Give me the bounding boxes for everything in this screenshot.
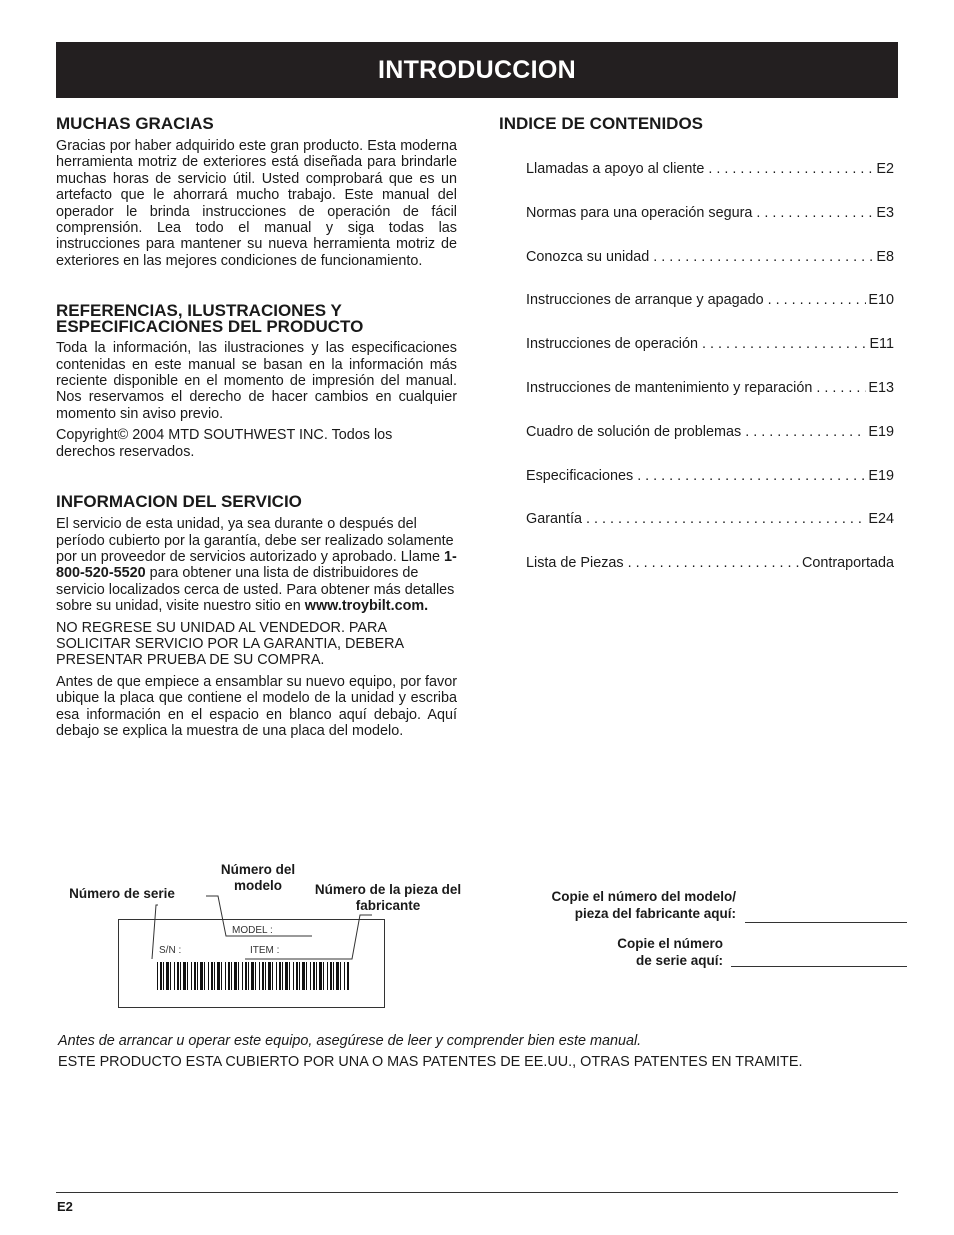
toc-item[interactable] [526, 335, 894, 379]
footer-warning: Antes de arrancar u operar este equipo, asegúrese de leer y comprender bien este manual. [58, 1033, 642, 1049]
toc-leader [628, 554, 800, 572]
toc-item-page: E10 [868, 292, 894, 309]
service-website: www.troybilt.com. [304, 598, 429, 615]
section-body-references: Toda la información, las ilustraciones y las especificaciones contenidas en este manual se basan en la información más reciente disponible en el momento de impresión del manual. Nos reservamos el derecho de hacer cambios en cualquier momento sin aviso previo. [56, 340, 457, 422]
service-phone: 1-800-520-5520 [56, 548, 457, 582]
toc-item-label: Especificaciones [526, 467, 634, 484]
label-serial-number: Número de serie [69, 886, 175, 901]
toc-item-label: Instrucciones de mantenimiento y reparación [526, 379, 813, 396]
copy-serial-label-line1: Copie el número [617, 936, 723, 951]
left-column [56, 112, 457, 739]
service-notice: NO REGRESE SU UNIDAD AL VENDEDOR. PARA SOLICITAR SERVICIO POR LA GARANTIA, DEBERA PRESENTAR PRUEBA DE SU COMPRA. [56, 619, 404, 669]
toc-item[interactable] [526, 248, 894, 292]
toc-item[interactable] [526, 291, 894, 335]
section-body-service [56, 516, 457, 614]
toc-item-page: E8 [876, 248, 894, 265]
section-body-thanks: Gracias por haber adquirido este gran producto. Esta moderna herramienta motriz de exteriores está diseñada para brindarle muchas horas de servicio útil. Usted comprobará que es un artefacto que le ahorrará mucho trabajo. Este manual del operador le brinda instrucciones de operación de fácil comprensión. Lea todo el manual y siga todas las instrucciones para mantener su nueva herramienta motriz de exteriores en las mejores condiciones de funcionamiento. [56, 138, 457, 269]
section-body-plate-intro: Antes de que empiece a ensamblar su nuevo equipo, por favor ubique la placa que contiene el modelo de la unidad y escriba esa información en el espacio en blanco aquí debajo. Aquí debajo se explica la muestra de una placa del modelo. [56, 673, 457, 739]
toc-item[interactable] [526, 160, 894, 204]
toc-item-label: Cuadro de solución de problemas [526, 423, 742, 440]
toc-leader [637, 467, 866, 485]
title-banner [56, 42, 898, 98]
toc-item[interactable] [526, 554, 894, 598]
footer-patent: ESTE PRODUCTO ESTA CUBIERTO POR UNA O MAS PATENTES DE EE.UU., OTRAS PATENTES EN TRAMITE. [58, 1054, 803, 1070]
toc-item-page: Contraportada [801, 555, 894, 572]
toc-item[interactable] [526, 204, 894, 248]
toc-leader [702, 335, 867, 353]
toc-item-page: E19 [868, 423, 894, 440]
toc-item-label: Lista de Piezas [526, 555, 624, 572]
toc-item-label: Instrucciones de arranque y apagado [526, 292, 764, 309]
toc-item-label: Normas para una operación segura [526, 204, 753, 221]
toc-item-page: E24 [868, 511, 894, 528]
copy-model-label-line2: pieza del fabricante aquí: [574, 905, 736, 921]
toc-heading: INDICE DE CONTENIDOS [499, 114, 704, 133]
service-text-a: El servicio de esta unidad, ya sea durante o después del período cubierto por la garantía, debe ser realizado solamente por un proveedor de servicios autorizado y aprobado. Llame [56, 516, 454, 565]
label-model-number: Número del modelo [220, 862, 296, 893]
copy-model-label [500, 889, 736, 922]
toc-item-page: E19 [868, 467, 894, 484]
copy-model-field[interactable] [745, 922, 907, 923]
plate-field-sn: S/N : [159, 945, 182, 956]
service-text-b: para obtener una lista de distribuidores de servicio localizados cerca de usted. Para obtener más detalles sobre su unidad, visite nuestro sitio en [56, 565, 455, 615]
toc-item-label: Instrucciones de operación [526, 336, 698, 353]
toc-item[interactable] [526, 510, 894, 554]
page-number: E2 [57, 1199, 73, 1214]
section-heading-references: REFERENCIAS, ILUSTRACIONES Y ESPECIFICACIONES DEL PRODUCTO [56, 301, 364, 337]
toc-item[interactable] [526, 467, 894, 511]
toc-leader [586, 510, 866, 528]
toc-leader [756, 204, 874, 222]
toc-leader [745, 423, 866, 441]
toc-leader [653, 248, 874, 266]
toc-item-label: Conozca su unidad [526, 248, 650, 265]
barcode [157, 962, 349, 990]
toc-item-label: Garantía [526, 511, 582, 528]
label-part-number: Número de la pieza del fabricante [314, 882, 462, 913]
copy-serial-label-line2: de serie aquí: [635, 952, 723, 968]
section-heading-service: INFORMACION DEL SERVICIO [56, 492, 302, 512]
page-title: INTRODUCCION [377, 55, 577, 84]
footer-notes [58, 1033, 802, 1070]
copyright-text: Copyright© 2004 MTD SOUTHWEST INC. Todos los derechos reservados. [56, 427, 393, 460]
toc-item-page: E3 [876, 204, 894, 221]
copy-model-label-line1: Copie el número del modelo/ [551, 889, 736, 904]
footer-divider [56, 1192, 898, 1193]
model-plate [118, 919, 385, 1008]
plate-field-model: MODEL : [232, 925, 273, 936]
toc-item[interactable] [526, 379, 894, 423]
toc-item-page: E13 [868, 379, 894, 396]
right-column [499, 112, 899, 572]
toc-item-page: E11 [869, 336, 894, 353]
copy-serial-label [560, 936, 723, 969]
toc-leader [708, 160, 874, 178]
toc-leader [816, 379, 866, 397]
plate-field-item: ITEM : [250, 945, 280, 956]
toc-item-label: Llamadas a apoyo al cliente [526, 161, 705, 177]
toc-item[interactable] [526, 423, 894, 467]
toc-item-page: E2 [876, 161, 894, 177]
toc-leader [768, 291, 867, 309]
section-heading-thanks: MUCHAS GRACIAS [56, 114, 214, 133]
copy-serial-field[interactable] [731, 966, 907, 967]
toc-list [526, 160, 894, 598]
